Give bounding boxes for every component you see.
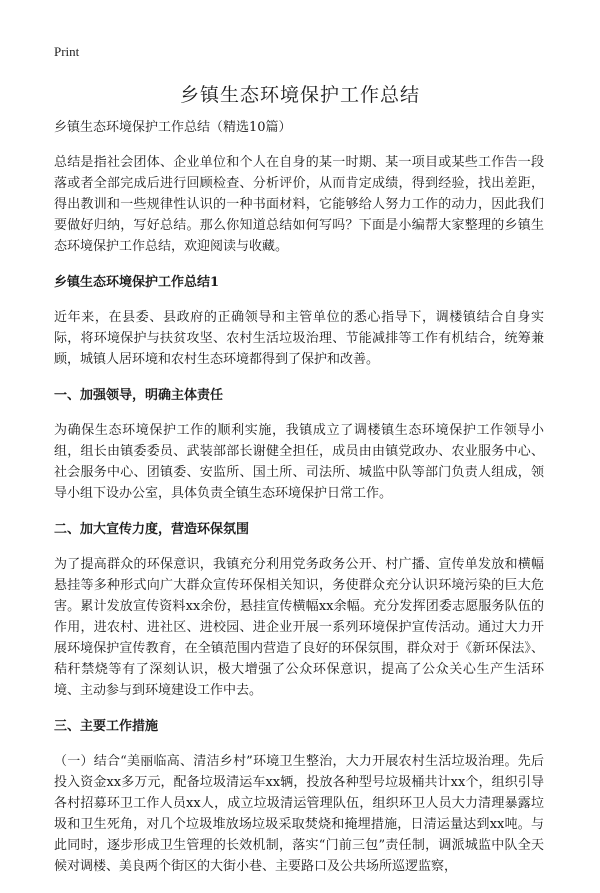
- print-link[interactable]: Print: [54, 44, 80, 59]
- paragraph-publicity: 为了提高群众的环保意识，我镇充分利用党务政务公开、村广播、宣传单发放和横幅悬挂等多种形式向广大群众宣传环保相关知识，务使群众充分认识环境污染的巨大危害。累计发放宣传资料xx余份，悬挂宣传横幅xx余幅。充分发挥团委志愿服务队伍的作用，进农村、进社区、进校园、进企业开展一系列环境保护宣传活动。通过大力开展环境保护宣传教育，在全镇范围内营造了良好的环保氛围，群众对于《新环保法》、秸秆禁烧等有了深刻认识，极大增强了公众环保意识，提高了公众关心生产生活环境、主动参与到环境建设工作中去。: [54, 557, 544, 698]
- section-intro-paragraph: 近年来，在县委、县政府的正确领导和主管单位的悉心指导下，调楼镇结合自身实际，将环境保护与扶贫攻坚、农村生活垃圾治理、节能减排等工作有机结合，统筹兼顾，城镇人居环境和农村生态环境都得到了保护和改善。: [54, 310, 544, 367]
- page-title: 乡镇生态环境保护工作总结: [179, 84, 420, 106]
- document-body: [54, 118, 544, 893]
- paragraph-measures: （一）结合“美丽临高、清洁乡村”环境卫生整治，大力开展农村生活垃圾治理。先后投入资金xx多万元，配备垃圾清运车xx辆，投放各种型号垃圾桶共计xx个，组织引导各村招募环卫工作人员xx人，成立垃圾清运管理队伍，组织环卫人员大力清理暴露垃圾和卫生死角，对几个垃圾堆放场垃圾采取焚烧和掩埋措施，日清运量达到xx吨。与此同时，逐步形成卫生管理的长效机制，落实“门前三包”责任制，调派城监中队全天候对调楼、美良两个街区的大街小巷、主要路口及公共场所巡逻监察，: [54, 754, 544, 874]
- intro-paragraph: 总结是指社会团体、企业单位和个人在自身的某一时期、某一项目或某些工作告一段落或者全部完成后进行回顾检查、分析评价，从而肯定成绩，得到经验，找出差距，得出教训和一些规律性认识的一种书面材料，它能够给人努力工作的动力，因此我们要做好归纳，写好总结。那么你知道总结如何写吗？下面是小编帮大家整理的乡镇生态环境保护工作总结，欢迎阅读与收藏。: [54, 155, 544, 254]
- section-title: 乡镇生态环境保护工作总结1: [54, 275, 220, 290]
- heading-measures: 三、主要工作措施: [54, 719, 159, 734]
- heading-publicity: 二、加大宣传力度，营造环保氛围: [54, 522, 250, 537]
- heading-leadership: 一、加强领导，明确主体责任: [54, 388, 224, 403]
- document-subtitle: 乡镇生态环境保护工作总结（精选10篇）: [54, 120, 292, 135]
- paragraph-leadership: 为确保生态环境保护工作的顺利实施，我镇成立了调楼镇生态环境保护工作领导小组，组长由镇委委员、武装部部长谢健全担任，成员由由镇党政办、农业服务中心、社会服务中心、团镇委、安监所、国土所、司法所、城监中队等部门负责人组成，领导小组下设办公室，具体负责全镇生态环境保护日常工作。: [54, 423, 544, 501]
